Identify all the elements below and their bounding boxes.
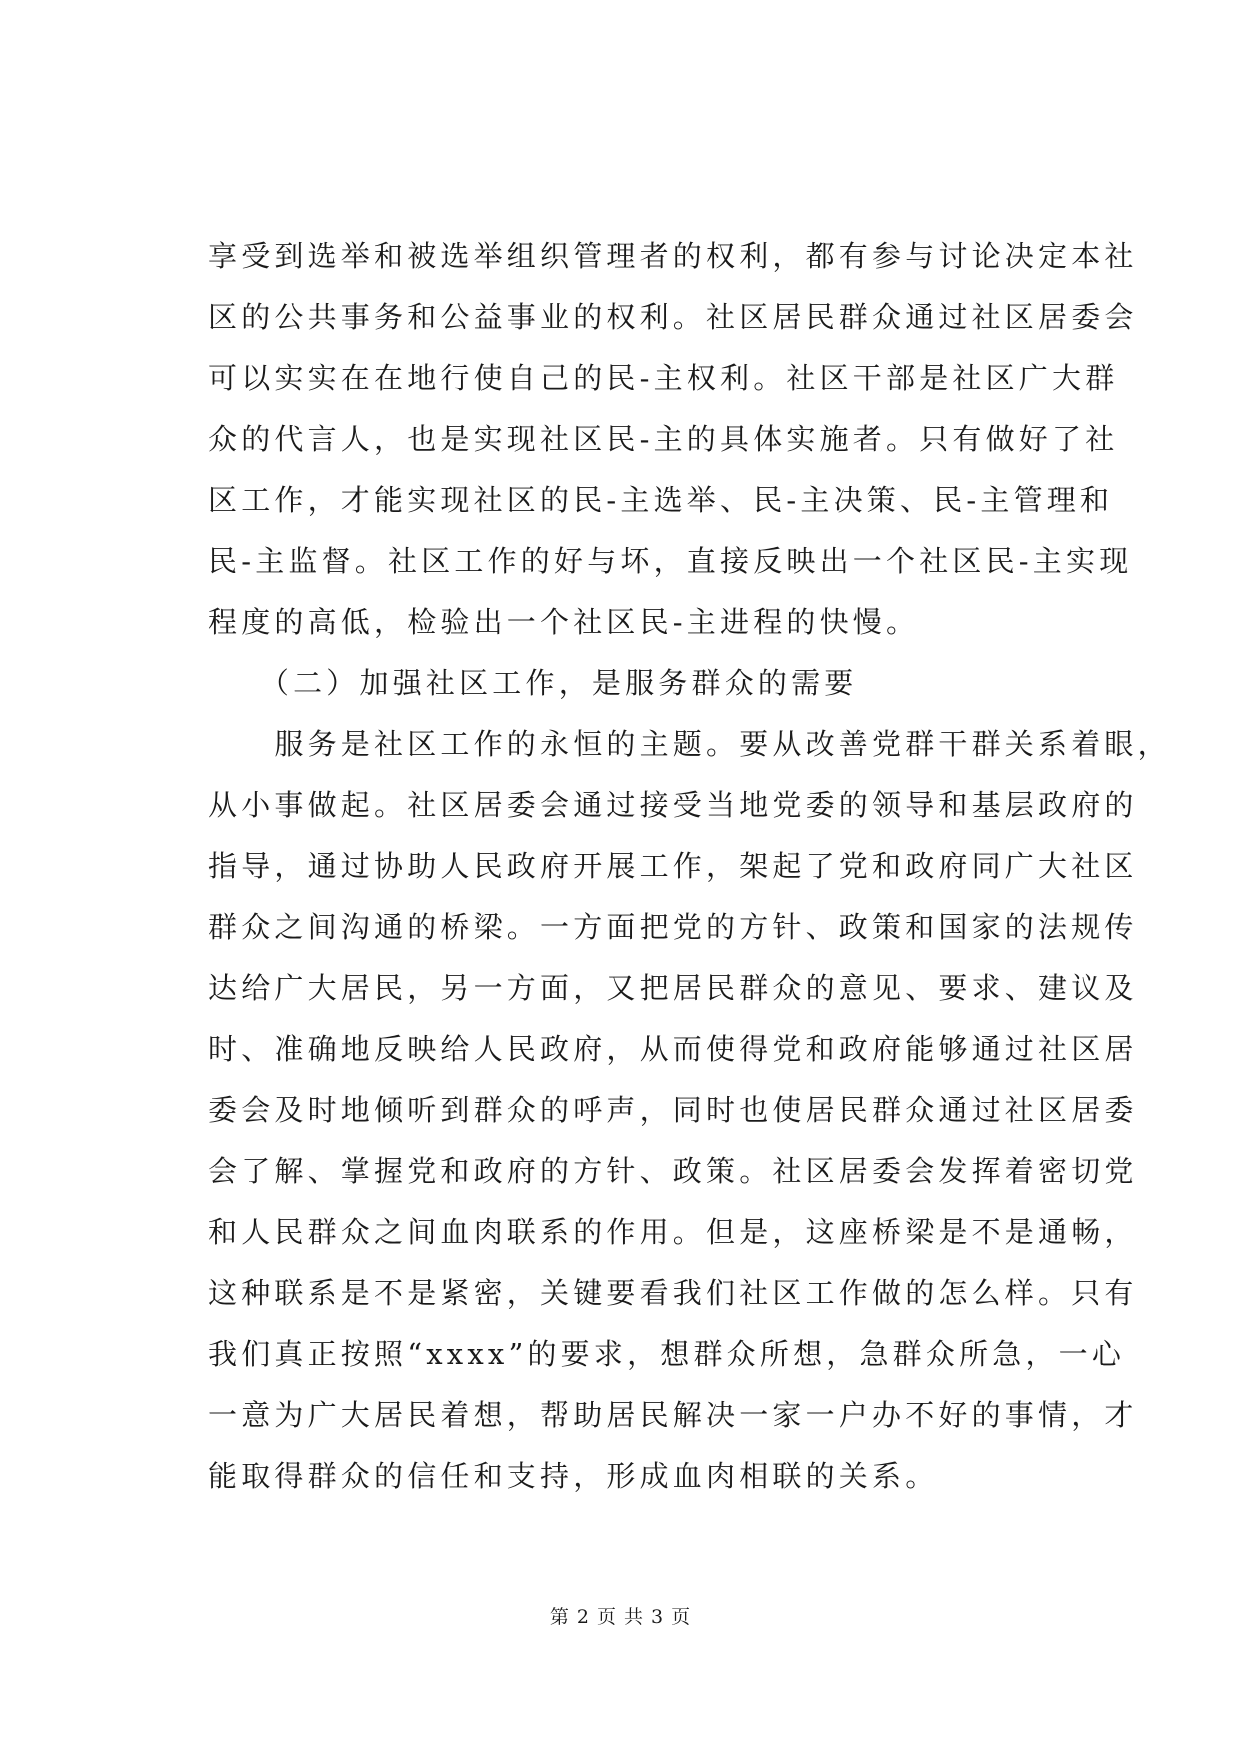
text-line: 民-主监督。社区工作的好与坏，直接反映出一个社区民-主实现 — [208, 544, 1133, 578]
text-line: 区的公共事务和公益事业的权利。社区居民群众通过社区居委会 — [208, 300, 1138, 334]
text-line: 这种联系是不是紧密，关键要看我们社区工作做的怎么样。只有 — [208, 1276, 1138, 1310]
text-line: 能取得群众的信任和支持，形成血肉相联的关系。 — [208, 1459, 939, 1493]
text-line: 会了解、掌握党和政府的方针、政策。社区居委会发挥着密切党 — [208, 1154, 1138, 1188]
text-line: 享受到选举和被选举组织管理者的权利，都有参与讨论决定本社 — [208, 239, 1138, 273]
text-line: 群众之间沟通的桥梁。一方面把党的方针、政策和国家的法规传 — [208, 910, 1138, 944]
page-number-footer: 第 2 页 共 3 页 — [549, 1606, 692, 1628]
body-text — [208, 226, 1171, 1507]
text-line: 程度的高低，检验出一个社区民-主进程的快慢。 — [208, 605, 920, 639]
text-line: 众的代言人，也是实现社区民-主的具体实施者。只有做好了社 — [208, 422, 1119, 456]
text-line: 指导，通过协助人民政府开展工作，架起了党和政府同广大社区 — [208, 849, 1138, 883]
text-line: 委会及时地倾听到群众的呼声，同时也使居民群众通过社区居委 — [208, 1093, 1138, 1127]
text-line: 可以实实在在地行使自己的民-主权利。社区干部是社区广大群 — [208, 361, 1119, 395]
text-line: 我们真正按照“xxxx”的要求，想群众所想，急群众所急，一心 — [208, 1337, 1126, 1371]
text-line: 从小事做起。社区居委会通过接受当地党委的领导和基层政府的 — [208, 788, 1138, 822]
section-heading: （二）加强社区工作，是服务群众的需要 — [208, 666, 858, 700]
text-line: 一意为广大居民着想，帮助居民解决一家一户办不好的事情，才 — [208, 1398, 1138, 1432]
text-line: 和人民群众之间血肉联系的作用。但是，这座桥梁是不是通畅， — [208, 1215, 1138, 1249]
text-line: 服务是社区工作的永恒的主题。要从改善党群干群关系着眼， — [208, 727, 1171, 761]
text-line: 达给广大居民，另一方面，又把居民群众的意见、要求、建议及 — [208, 971, 1138, 1005]
text-line: 时、准确地反映给人民政府，从而使得党和政府能够通过社区居 — [208, 1032, 1138, 1066]
text-line: 区工作，才能实现社区的民-主选举、民-主决策、民-主管理和 — [208, 483, 1114, 517]
